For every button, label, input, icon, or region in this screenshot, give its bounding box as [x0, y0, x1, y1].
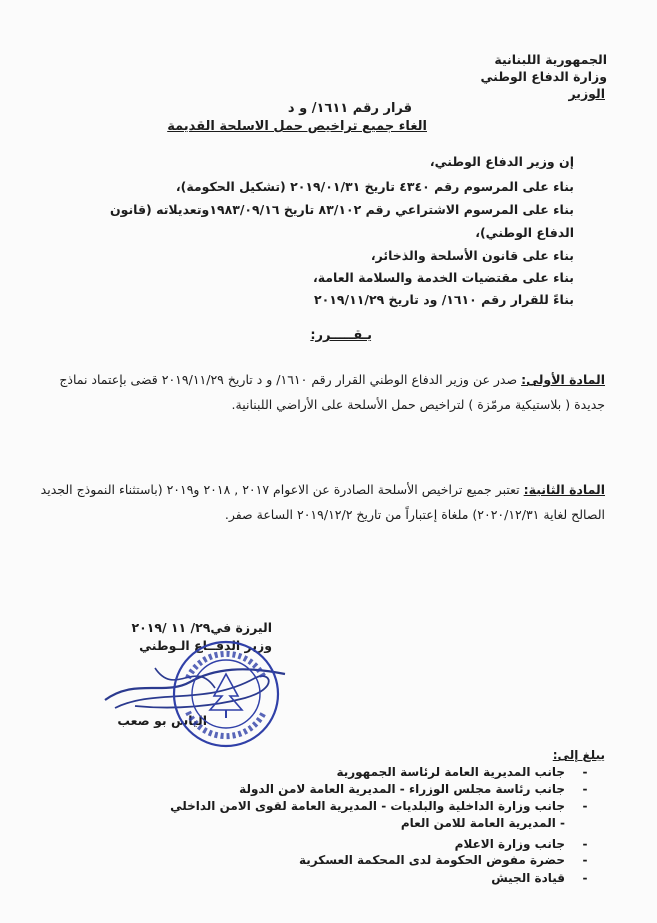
decides-heading: يـقـــــرر: [310, 328, 372, 343]
decision-subject: الغاء جميع تراخيص حمل الاسلحة القديمة [167, 119, 427, 134]
distribution-item: -قيادة الجيش [491, 871, 588, 885]
preamble-line: الدفاع الوطني)، [475, 225, 574, 240]
preamble-line: بناءً للقرار رقم ١٦١٠/ ود تاريخ ٢٠١٩/١١/٢٩ [314, 292, 574, 307]
preamble-line: بناء على المرسوم الاشتراعي رقم ٨٣/١٠٢ تاريخ ١٩٨٣/٠٩/١٦وتعديلاته (قانون [109, 202, 574, 217]
header-republic: الجمهورية اللبنانية [494, 52, 607, 67]
distribution-item: -حضرة مفوض الحكومة لدى المحكمة العسكرية [299, 853, 588, 867]
article-first [40, 367, 605, 417]
preamble-intro: إن وزير الدفاع الوطني، [429, 154, 574, 169]
preamble-line: بناء على مقتضيات الخدمة والسلامة العامة، [312, 270, 574, 285]
distribution-item: -جانب وزارة الداخلية والبلديات - المديرية العامة لقوى الامن الداخلي [170, 799, 588, 813]
decision-number: قرار رقم ١٦١١/ و د [287, 101, 412, 116]
article-title: المادة الثانية: [523, 482, 605, 497]
preamble-line: بناء على المرسوم رقم ٤٣٤٠ تاريخ ٢٠١٩/٠١/٣١ (تشكيل الحكومة)، [175, 179, 574, 194]
distribution-item: -جانب المديرية العامة لرئاسة الجمهورية [336, 765, 588, 779]
preamble-line: بناء على قانون الأسلحة والذخائر، [370, 248, 574, 263]
article-text: تعتبر جميع تراخيص الأسلحة الصادرة عن الاعوام ٢٠١٧ , ٢٠١٨ و٢٠١٩ (باستثناء النموذج الجديد الصالح لغاية ٢٠٢٠/١٢/٣١) ملغاة إعتباراً من تاريخ ٢٠١٩/١٢/٢ الساعة صفر. [40, 482, 605, 522]
article-text: صدر عن وزير الدفاع الوطني القرار رقم ١٦١٠/ و د تاريخ ٢٠١٩/١١/٢٩ قضى بإعتماد نماذج جديدة ( بلاستيكية مرمّزة ) لتراخيص حمل الأسلحة على الأراضي اللبنانية. [59, 372, 605, 412]
signature-place-date: اليرزة في٢٩/ ١١ /٢٠١٩ [131, 620, 272, 635]
signature-title: وزير الدفــاع الـوطني [139, 638, 272, 653]
article-title: المادة الأولى: [521, 372, 605, 387]
distribution-title: يبلغ إلى: [552, 748, 605, 762]
header-minister: الوزير [568, 86, 605, 101]
distribution-item: - المديرية العامة للامن العام [400, 816, 565, 830]
article-second [40, 477, 605, 527]
distribution-item: -جانب وزارة الاعلام [454, 837, 588, 851]
distribution-item: -جانب رئاسة مجلس الوزراء - المديرية العامة لامن الدولة [239, 782, 588, 796]
header-ministry: وزارة الدفاع الوطني [480, 69, 607, 84]
official-stamp [170, 638, 282, 750]
signature-name: الياس بو صعب [117, 713, 207, 728]
